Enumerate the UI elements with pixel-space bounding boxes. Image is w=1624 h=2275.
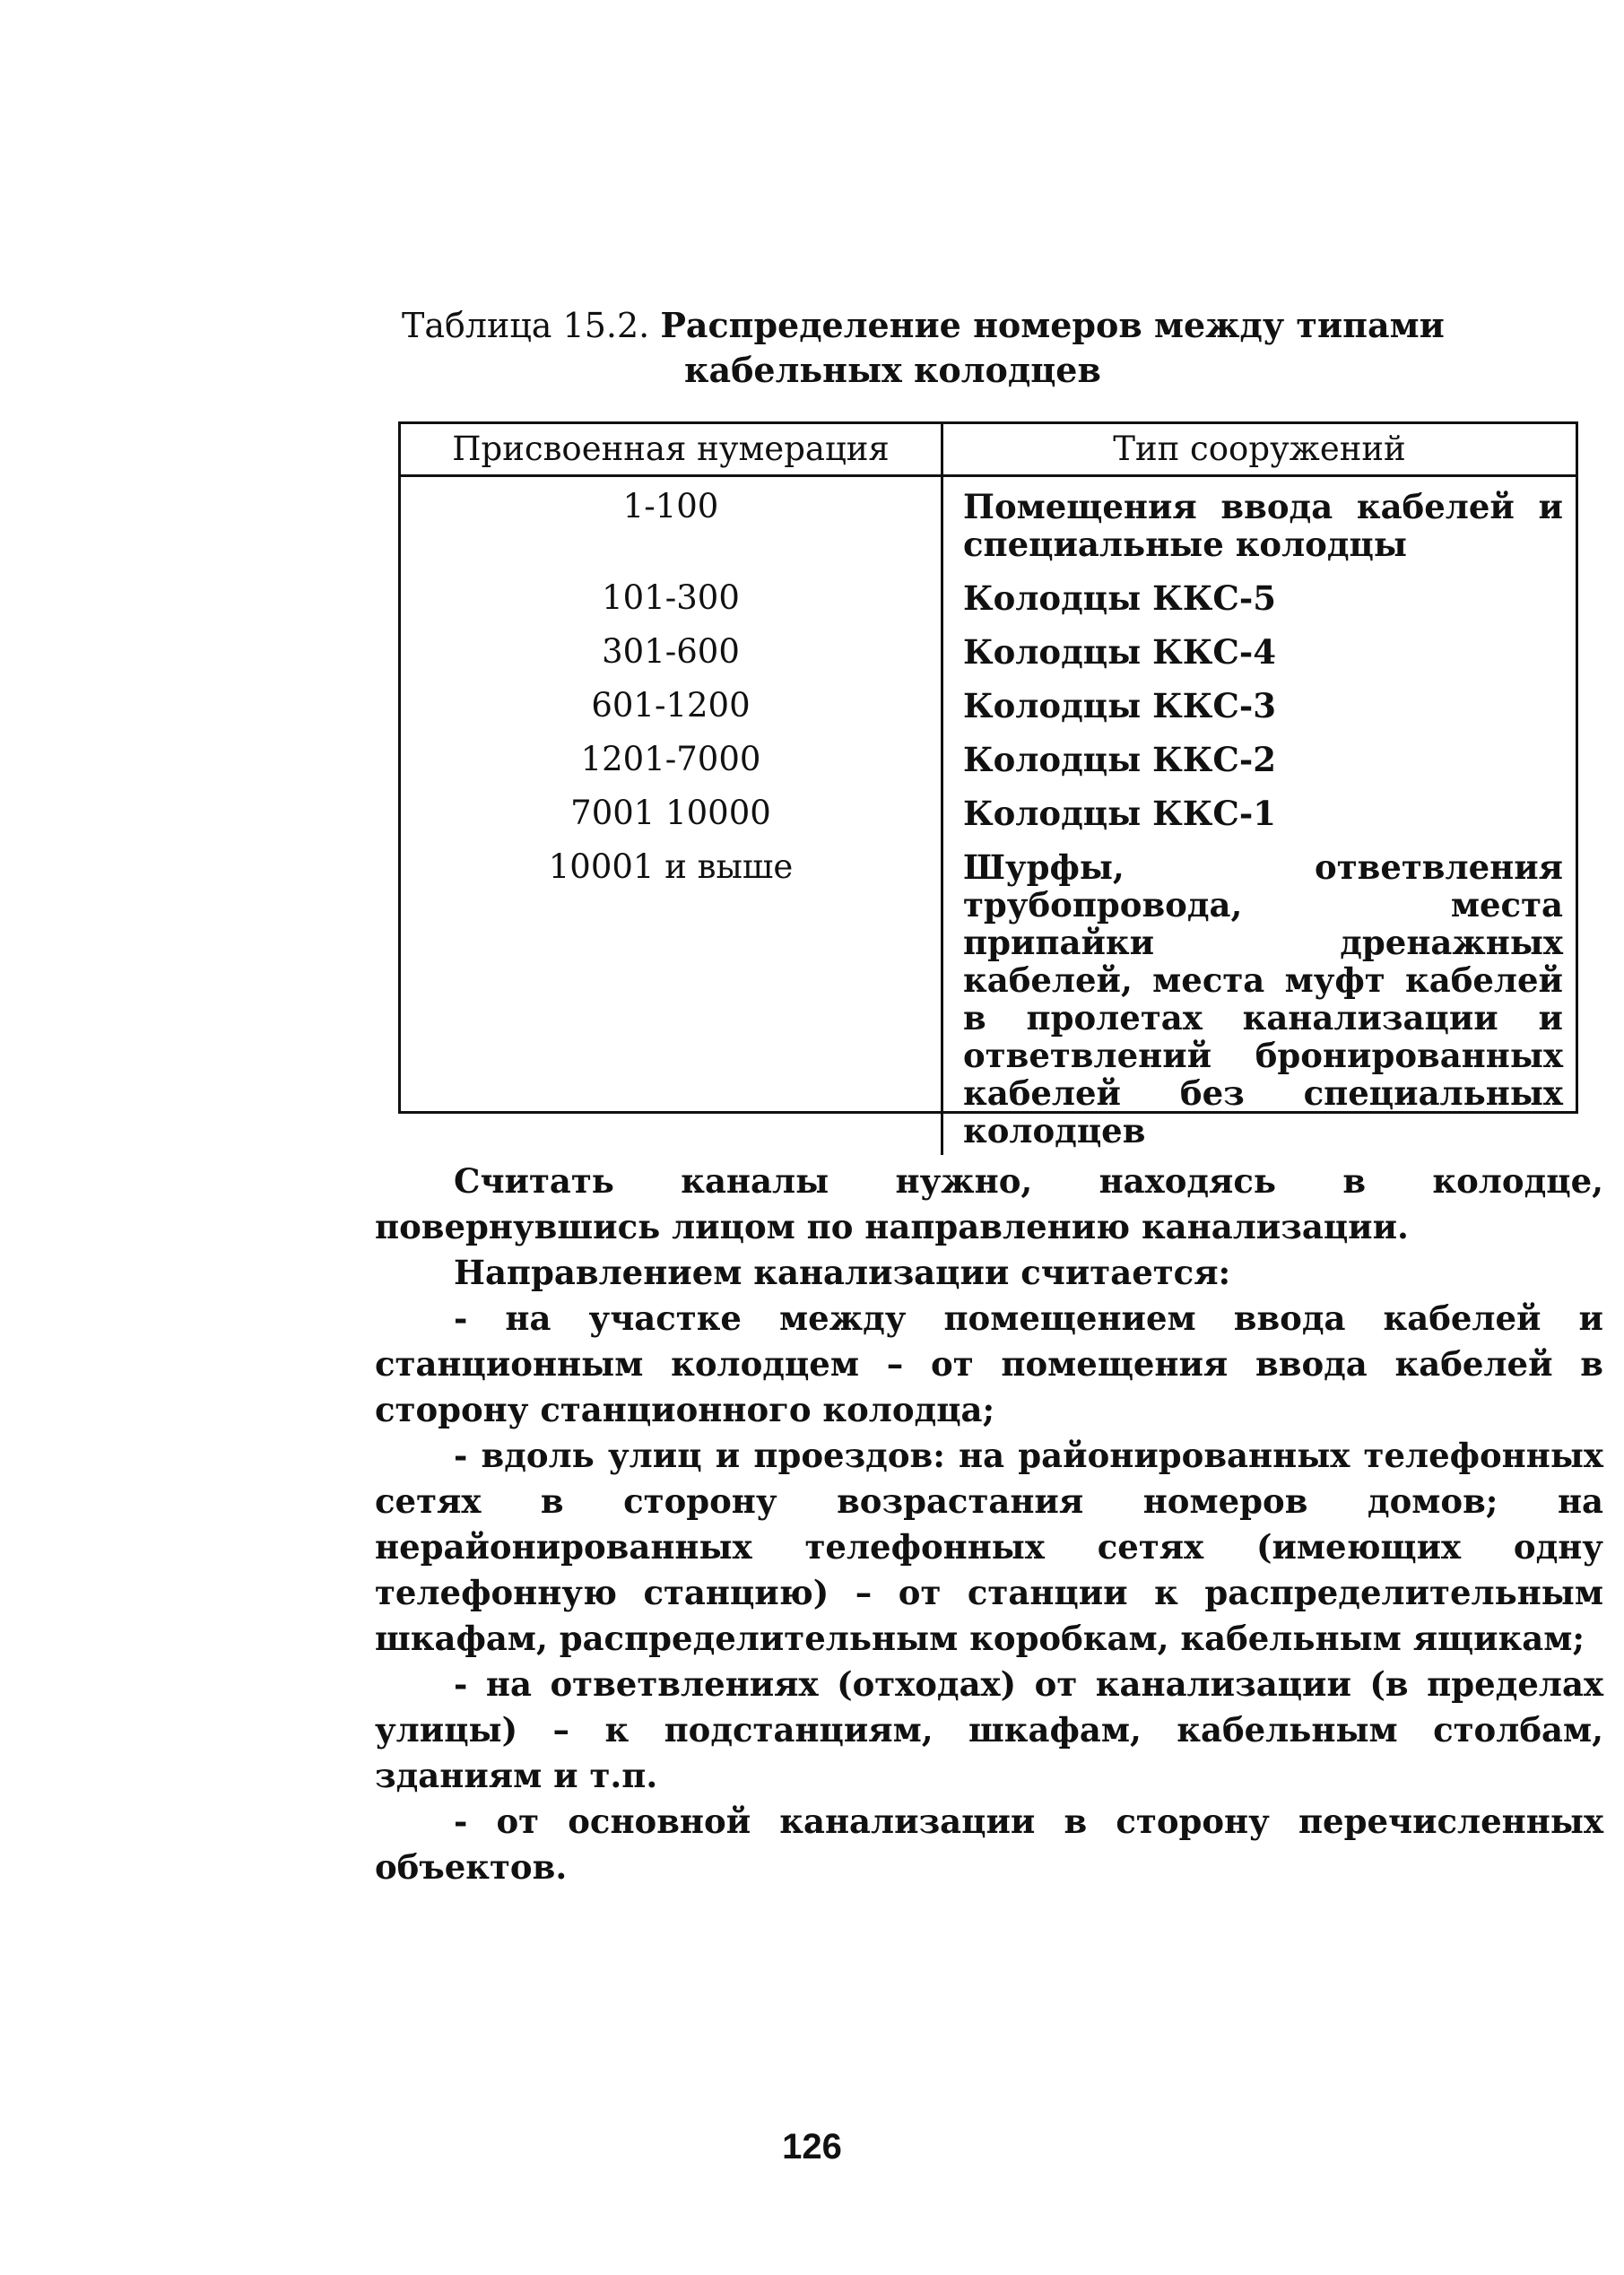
structure-type-cell: Колодцы ККС-2 [963, 740, 1276, 779]
table-row [401, 569, 1576, 622]
column-header-structure-type: Тип сооружений [942, 424, 1576, 476]
body-text [375, 1159, 1603, 1890]
table-caption [402, 303, 1568, 393]
number-range-cell: 10001 и выше [401, 838, 942, 1155]
number-range-cell: 601-1200 [401, 676, 942, 730]
structure-type-cell: Колодцы ККС-1 [963, 794, 1276, 833]
table-row [401, 784, 1576, 838]
table-row [401, 676, 1576, 730]
structure-type-cell: Колодцы ККС-3 [963, 686, 1276, 725]
number-range-cell: 1-100 [401, 476, 942, 569]
table-row [401, 838, 1576, 1155]
paragraph-counting-channels: Считать каналы нужно, находясь в колодце, повернувшись лицом по направлению канализации. [375, 1161, 1603, 1246]
paragraph-direction-station: - на участке между помещением ввода кабелей и станционным колодцем – от помещения ввода кабелей в сторону станционного колодца; [375, 1298, 1603, 1429]
structure-type-cell: Колодцы ККС-5 [963, 578, 1276, 618]
well-numbering-table [398, 421, 1578, 1151]
paragraph-direction-main: - от основной канализации в сторону перечисленных объектов. [375, 1802, 1603, 1887]
structure-type-cell: Шурфы, ответвления трубопровода, места припайки дренажных кабелей, места муфт кабелей в пролетах канализации и ответвлений бронированных кабелей без специальных колодцев [963, 847, 1563, 1151]
table-title-line1: Распределение номеров между типами [660, 305, 1445, 345]
paragraph-direction-streets: - вдоль улиц и проездов: на районированных телефонных сетях в сторону возрастания номеров домов; на нерайонированных телефонных сетях (имеющих одну телефонную станцию) – от станции к распределительным шкафам, распределительным коробкам, кабельным ящикам; [375, 1436, 1603, 1658]
structure-type-cell: Колодцы ККС-4 [963, 632, 1276, 672]
paragraph-direction-heading: Направлением канализации считается: [454, 1253, 1231, 1292]
table-row [401, 622, 1576, 676]
number-range-cell: 1201-7000 [401, 730, 942, 784]
paragraph-direction-branches: - на ответвлениях (отходах) от канализации (в пределах улицы) – к подстанциям, шкафам, кабельным столбам, зданиям и т.п. [375, 1664, 1603, 1795]
structure-type-cell: Помещения ввода кабелей и специальные колодцы [963, 487, 1563, 564]
table-title-line2: кабельных колодцев [684, 350, 1101, 390]
table-row [401, 476, 1576, 569]
column-header-numbering: Присвоенная нумерация [401, 424, 942, 476]
number-range-cell: 301-600 [401, 622, 942, 676]
page-number: 126 [782, 2127, 842, 2166]
table-header-row [401, 424, 1576, 476]
number-range-cell: 101-300 [401, 569, 942, 622]
number-range-cell: 7001 10000 [401, 784, 942, 838]
table-label: Таблица 15.2. [402, 306, 650, 345]
table-row [401, 730, 1576, 784]
